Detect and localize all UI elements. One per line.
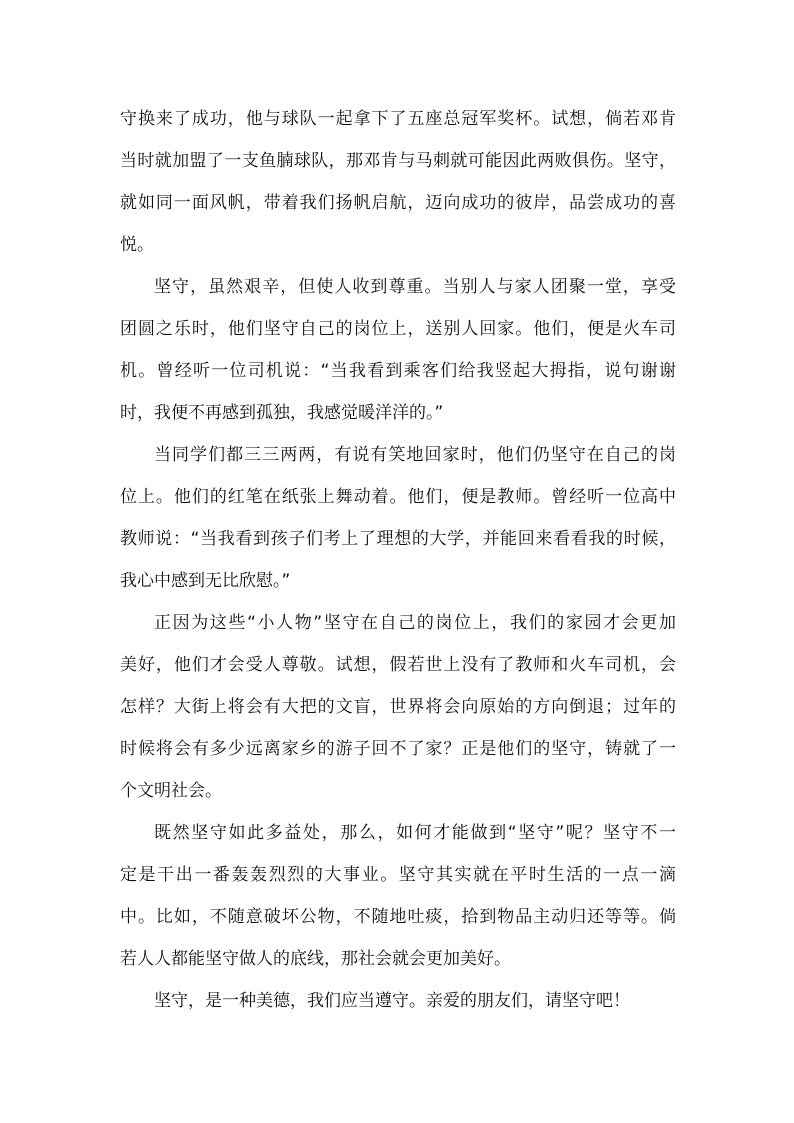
text-line: 坚守，虽然艰辛，但使人收到尊重。当别人与家人团聚一堂，享受 <box>154 277 676 297</box>
text-line: 当同学们都三三两两，有说有笑地回家时，他们仍坚守在自己的岗 <box>154 445 676 465</box>
paragraph <box>120 980 676 1022</box>
paragraph <box>120 434 676 602</box>
text-line: 教师说：“当我看到孩子们考上了理想的大学，并能回来看看我的时候， <box>120 529 676 549</box>
paragraph <box>120 602 676 812</box>
document-body <box>120 98 676 1022</box>
text-line: 位上。他们的红笔在纸张上舞动着。他们，便是教师。曾经听一位高中 <box>120 487 676 507</box>
paragraph <box>120 98 676 266</box>
text-line: 我心中感到无比欣慰。” <box>120 571 291 591</box>
text-line: 悦。 <box>120 235 154 255</box>
text-line: 就如同一面风帆，带着我们扬帆启航，迈向成功的彼岸，品尝成功的喜 <box>120 193 676 213</box>
text-line: 美好，他们才会受人尊敬。试想，假若世上没有了教师和火车司机，会 <box>120 655 676 675</box>
paragraph <box>120 812 676 980</box>
text-line: 既然坚守如此多益处，那么，如何才能做到“坚守”呢？坚守不一 <box>154 823 676 843</box>
paragraph <box>120 266 676 434</box>
text-line: 怎样？大街上将会有大把的文盲，世界将会向原始的方向倒退；过年的 <box>120 697 676 717</box>
text-line: 坚守，是一种美德，我们应当遵守。亲爱的朋友们，请坚守吧！ <box>154 991 630 1011</box>
text-line: 若人人都能坚守做人的底线，那社会就会更加美好。 <box>120 949 511 969</box>
text-line: 时候将会有多少远离家乡的游子回不了家？正是他们的坚守，铸就了一 <box>120 739 676 759</box>
text-line: 中。比如，不随意破坏公物，不随地吐痰，拾到物品主动归还等等。倘 <box>120 907 676 927</box>
text-line: 机。曾经听一位司机说：“当我看到乘客们给我竖起大拇指，说句谢谢 <box>120 361 676 381</box>
text-line: 时，我便不再感到孤独，我感觉暖洋洋的。” <box>120 403 444 423</box>
text-line: 团圆之乐时，他们坚守自己的岗位上，送别人回家。他们，便是火车司 <box>120 319 676 339</box>
text-line: 定是干出一番轰轰烈烈的大事业。坚守其实就在平时生活的一点一滴 <box>120 865 676 885</box>
text-line: 当时就加盟了一支鱼腩球队，那邓肯与马刺就可能因此两败俱伤。坚守， <box>120 151 676 171</box>
text-line: 守换来了成功，他与球队一起拿下了五座总冠军奖杯。试想，倘若邓肯 <box>120 109 676 129</box>
text-line: 个文明社会。 <box>120 781 222 801</box>
text-line: 正因为这些“小人物”坚守在自己的岗位上，我们的家园才会更加 <box>154 613 676 633</box>
